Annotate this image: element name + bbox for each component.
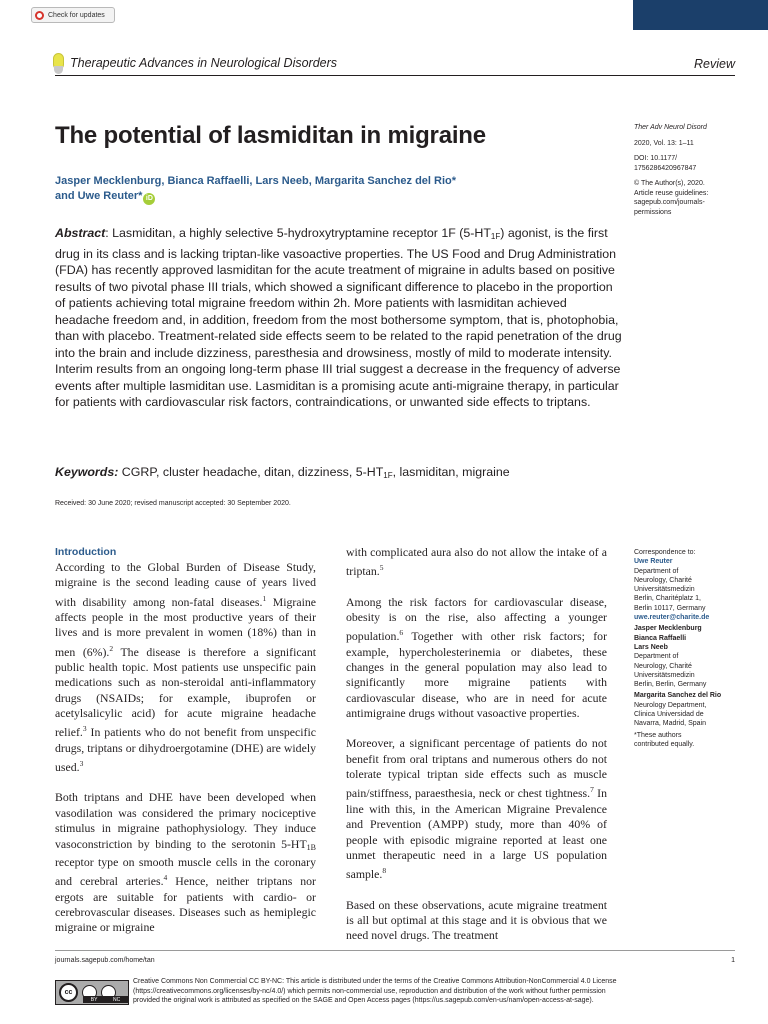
- author-line-2: [55, 189, 615, 205]
- copyright-reuse: [634, 179, 744, 217]
- abstract-text-2: ) agonist, is the first drug in its class and is lacking triptan-like vasoactive properties. The US Food and Drug Administration (FDA) has recently approved lasmiditan for the acute treatment of migraine in adults based on positive results of two pivotal phase III trials, which showed a significant difference to placebo in the proportion of patients achieving total migraine freedom within 2h. More patients with lasmiditan achieved headache freedom and, in addition, freedom from the most bothersome symptom, that is, photophobia, than with placebo. Treatment-related side effects seem to be related to the rapid penetration of the drug into the brain and include dizziness, paresthesia and drowsiness, mostly of mild to moderate intensity. Interim results from an ongoing long-term phase III trial suggest a decrease in the frequency of adverse events after multiple lasmiditan use. Lasmiditan is a promising acute anti-migraine therapy, in particular for patients with cardiovascular risk factors, contraindications, or unwanted side effects to triptans.: [55, 226, 622, 409]
- creative-commons-logo-icon[interactable]: [55, 980, 129, 1005]
- paragraph: [55, 790, 316, 935]
- author-line-1[interactable]: Jasper Mecklenburg, Bianca Raffaelli, Lars Neeb, Margarita Sanchez del Rio*: [55, 175, 457, 187]
- author-name: Lars Neeb: [634, 643, 668, 651]
- abstract-text-1: : Lasmiditan, a highly selective 5-hydroxytryptamine receptor 1F (5-HT: [105, 226, 491, 240]
- paragraph: [55, 560, 316, 775]
- license-line: (https://creativecommons.org/licenses/by-nc/4.0/) which permits non-commercial use, reproduction and distribution of the work without further permission: [133, 987, 606, 995]
- paragraph: [346, 898, 607, 944]
- paragraph: [346, 595, 607, 722]
- affiliation-block: [634, 624, 746, 689]
- text: In patients who do not benefit from unspecific drugs, triptans or dihydroergotamine (DHE) are widely used.: [55, 725, 316, 775]
- note-line: contributed equally.: [634, 740, 695, 748]
- cc-icon: cc: [59, 983, 78, 1002]
- reference-link[interactable]: 3: [82, 724, 87, 734]
- keywords-text-1: CGRP, cluster headache, ditan, dizziness, 5-HT: [118, 465, 384, 479]
- reference-link[interactable]: 3: [79, 759, 84, 769]
- address-line: Universitätsmedizin: [634, 586, 695, 594]
- affiliation-line: Neurology, Charité: [634, 662, 692, 670]
- text: Hence, neither triptans nor ergots are suitable for patients with cardio- or cerebrovascular diseases. Diseases such as hemiplegic migraine or migraine: [55, 874, 316, 935]
- text: receptor type on smooth muscle cells in the coronary and cerebral arteries.: [55, 854, 316, 889]
- text: The disease is therefore a significant public health topic. Most patients use unspecific pain medications such as non-steroidal anti-inflammatory drugs (NSAIDs; for example, ibuprofen or acetylsalicylic acid) for acute migraine headache relief.: [55, 644, 317, 740]
- paragraph: [346, 736, 607, 882]
- reference-link[interactable]: 8: [382, 866, 387, 876]
- section-heading-introduction: Introduction: [55, 546, 117, 558]
- reference-link[interactable]: 7: [590, 785, 594, 795]
- author-name: Jasper Mecklenburg: [634, 625, 702, 633]
- license-line: Creative Commons Non Commercial CC BY-NC: This article is distributed under the terms of the Creative Commons Attribution-NonCommercial 4.0 License: [133, 978, 617, 985]
- text: Together with other risk factors; for example, hypercholesterinemia or diabetes, these changes in the general population may also lead to significantly more migraine patients with cardiovascular disease, who are in need for acute antimigraine drugs without vasoactive properties.: [346, 629, 607, 721]
- text: Moreover, a significant percentage of patients do not benefit from oral triptans and numerous others do not tolerate typical triptan side effects such as muscle pain/stiffness, paraesthesia, neck or chest tightness.: [346, 736, 607, 801]
- affiliation-line: Neurology Department,: [634, 701, 707, 709]
- doi-label: DOI: 10.1177/: [634, 155, 678, 162]
- equal-contribution-note: [634, 731, 746, 750]
- cc-labels: [83, 996, 128, 1003]
- correspondence-label: Correspondence to:: [634, 549, 696, 556]
- text: Both triptans and DHE have been developed when vasodilation was considered the primary nociceptive stimulus in migraine pathophysiology. They induce vasoconstriction by binding to the serotonin 5-HT: [55, 790, 316, 851]
- correspondence-name: Uwe Reuter: [634, 558, 673, 566]
- text: In line with this, in the American Migraine Prevalence and Prevention (AMPP) study, more than 40% of people with episodic migraine reported at least one unmet therapeutic need in a large US population sample.: [346, 786, 607, 882]
- abstract-subscript: 1F: [490, 232, 501, 241]
- doi-value: 1756286420967847: [634, 164, 697, 172]
- address-line: Berlin 10117, Germany: [634, 604, 706, 612]
- reuse-line-1: Article reuse guidelines:: [634, 189, 709, 197]
- cc-nc-label: NC: [112, 996, 121, 1003]
- author-name: Margarita Sanchez del Rio: [634, 692, 722, 700]
- reference-link[interactable]: 6: [399, 628, 404, 638]
- author-line-2-text[interactable]: and Uwe Reuter*: [55, 190, 143, 202]
- crossmark-icon: [35, 11, 44, 20]
- author-list: [55, 174, 615, 205]
- cc-by-label: BY: [90, 996, 98, 1003]
- paragraph: [346, 545, 607, 580]
- reference-link[interactable]: 5: [379, 563, 384, 573]
- journal-abbrev: Ther Adv Neurol Disord: [634, 124, 707, 131]
- affiliation-line: Department of: [634, 653, 679, 661]
- abstract: [55, 225, 622, 411]
- text: Among the risk factors for cardiovascular disease, obesity is on the rise, also affecting a younger population.: [346, 594, 607, 644]
- author-name: Bianca Raffaelli: [634, 634, 687, 642]
- copyright: © The Author(s), 2020.: [634, 180, 705, 187]
- text: According to the Global Burden of Disease Study, migraine is the second leading cause of years lived with disability among non-fatal diseases.: [55, 560, 316, 609]
- correspondence-sidebar: [634, 548, 746, 751]
- article-type: Review: [694, 57, 735, 71]
- affiliation-line: Berlin, Berlin, Germany: [634, 681, 707, 689]
- reuse-link-2[interactable]: permissions: [634, 208, 672, 216]
- keywords-text-2: , lasmiditan, migraine: [392, 465, 510, 479]
- reference-link[interactable]: 2: [109, 643, 114, 653]
- body-column-right: [346, 545, 607, 959]
- address-line: Berlin, Charitéplatz 1,: [634, 595, 701, 603]
- text: Based on these observations, acute migraine treatment is all but optimal at this stage and it is obvious that we need novel drugs. The treatment: [346, 897, 607, 943]
- keywords: [55, 465, 622, 480]
- reference-link[interactable]: 4: [163, 873, 168, 883]
- text: Migraine affects people in the most productive years of their lives and is more prevalent in women (18%) than in men (6%).: [55, 594, 316, 659]
- address-line: Neurology, Charité: [634, 576, 692, 584]
- received-dates: Received: 30 June 2020; revised manuscript accepted: 30 September 2020.: [55, 500, 291, 507]
- text: with complicated aura also do not allow the intake of a triptan.: [346, 545, 607, 579]
- footer-divider: [55, 950, 735, 951]
- affiliation-block: [634, 691, 746, 728]
- check-for-updates-button[interactable]: [31, 7, 115, 23]
- journal-url-link[interactable]: journals.sagepub.com/home/tan: [55, 957, 155, 964]
- license-text: [133, 977, 733, 1006]
- header-divider: [55, 75, 735, 76]
- reference-link[interactable]: 1: [262, 593, 267, 603]
- body-column-left: [55, 545, 316, 951]
- article-metadata: [634, 123, 744, 223]
- license-line: provided the original work is attributed as specified on the SAGE and Open Access pages (https://us.sagepub.com/en-us/nam/open-access-at-sage).: [133, 997, 594, 1004]
- note-line: *These authors: [634, 731, 682, 739]
- subscript: 1B: [306, 842, 316, 852]
- article-title: The potential of lasmiditan in migraine: [55, 122, 486, 149]
- doi[interactable]: [634, 154, 744, 173]
- orcid-icon[interactable]: iD: [143, 193, 155, 205]
- correspondence-email[interactable]: uwe.reuter@charite.de: [634, 614, 710, 622]
- journal-logo-icon: [53, 53, 64, 75]
- abstract-label: Abstract: [55, 226, 106, 240]
- page-number: 1: [731, 957, 735, 964]
- affiliation-line: Universitätsmedizin: [634, 671, 695, 679]
- affiliation-line: Navarra, Madrid, Spain: [634, 720, 706, 728]
- affiliation-line: Clinica Universidad de: [634, 711, 704, 719]
- journal-name: Therapeutic Advances in Neurological Disorders: [70, 56, 338, 70]
- header-color-block: [633, 0, 768, 30]
- reuse-link-1[interactable]: sagepub.com/journals-: [634, 199, 705, 206]
- keywords-subscript: 1F: [383, 471, 393, 480]
- correspondence-block: [634, 548, 746, 622]
- address-line: Department of: [634, 567, 679, 575]
- keywords-label: Keywords:: [55, 465, 119, 479]
- check-for-updates-label: Check for updates: [48, 11, 105, 19]
- volume-info: 2020, Vol. 13: 1–11: [634, 139, 694, 147]
